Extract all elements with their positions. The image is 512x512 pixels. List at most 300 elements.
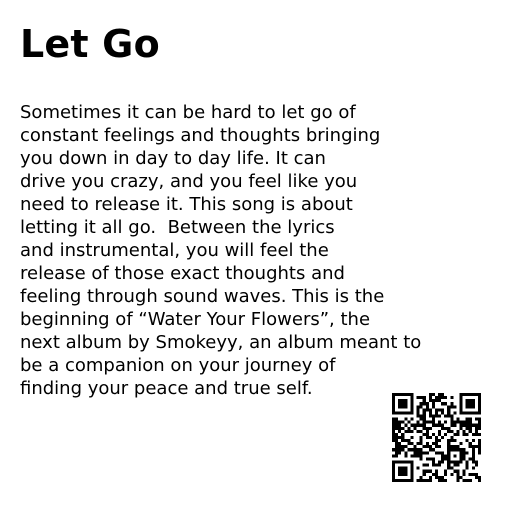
qr-module xyxy=(410,393,413,396)
qr-module xyxy=(475,418,478,421)
qr-module xyxy=(401,405,404,408)
qr-module xyxy=(466,451,469,454)
qr-module xyxy=(429,393,432,396)
qr-module xyxy=(423,427,426,430)
body-line: beginning of “Water Your Flowers”, the xyxy=(20,309,371,330)
qr-module xyxy=(435,473,438,476)
qr-module xyxy=(417,411,420,414)
qr-module xyxy=(398,467,401,470)
qr-module xyxy=(478,393,481,396)
qr-module xyxy=(450,402,453,405)
qr-module xyxy=(423,399,426,402)
qr-module xyxy=(395,427,398,430)
qr-module xyxy=(398,442,401,445)
qr-module xyxy=(429,399,432,402)
qr-module xyxy=(426,408,429,411)
qr-module xyxy=(432,399,435,402)
qr-module xyxy=(478,439,481,442)
qr-module xyxy=(460,411,463,414)
qr-module xyxy=(392,470,395,473)
qr-module xyxy=(472,467,475,470)
qr-module xyxy=(413,451,416,454)
qr-module xyxy=(460,408,463,411)
qr-module xyxy=(398,473,401,476)
qr-module xyxy=(441,427,444,430)
qr-module xyxy=(469,424,472,427)
qr-module xyxy=(441,396,444,399)
qr-module xyxy=(395,461,398,464)
qr-module xyxy=(432,457,435,460)
qr-module xyxy=(410,399,413,402)
qr-module xyxy=(478,421,481,424)
qr-module xyxy=(472,448,475,451)
qr-module xyxy=(478,405,481,408)
qr-module xyxy=(453,448,456,451)
qr-module xyxy=(392,408,395,411)
qr-module xyxy=(466,405,469,408)
body-line: next album by Smokeyy, an album meant to xyxy=(20,332,422,353)
body-line: finding your peace and true self. xyxy=(20,378,313,399)
qr-module xyxy=(401,467,404,470)
qr-module xyxy=(392,402,395,405)
qr-module xyxy=(469,442,472,445)
qr-module xyxy=(444,396,447,399)
qr-module xyxy=(392,405,395,408)
qr-module xyxy=(450,439,453,442)
qr-module xyxy=(447,445,450,448)
qr-module xyxy=(478,427,481,430)
qr-module xyxy=(398,411,401,414)
qr-module xyxy=(478,448,481,451)
qr-module xyxy=(395,439,398,442)
qr-module xyxy=(392,439,395,442)
qr-module xyxy=(478,402,481,405)
qr-module xyxy=(435,411,438,414)
qr-module xyxy=(429,414,432,417)
qr-module xyxy=(450,436,453,439)
qr-module xyxy=(463,430,466,433)
qr-module xyxy=(453,405,456,408)
qr-module xyxy=(435,414,438,417)
qr-module xyxy=(398,436,401,439)
qr-module xyxy=(441,476,444,479)
qr-module xyxy=(438,451,441,454)
qr-module xyxy=(407,479,410,482)
qr-module xyxy=(410,408,413,411)
qr-module xyxy=(444,479,447,482)
qr-module xyxy=(420,414,423,417)
qr-module xyxy=(404,467,407,470)
qr-module xyxy=(460,457,463,460)
qr-module xyxy=(417,467,420,470)
qr-module xyxy=(435,470,438,473)
qr-module xyxy=(395,448,398,451)
qr-module xyxy=(413,448,416,451)
qr-module xyxy=(432,464,435,467)
qr-module xyxy=(392,399,395,402)
qr-module xyxy=(410,476,413,479)
qr-module xyxy=(447,439,450,442)
qr-module xyxy=(423,473,426,476)
qr-module xyxy=(475,427,478,430)
qr-module xyxy=(392,433,395,436)
qr-module xyxy=(401,402,404,405)
qr-module xyxy=(420,418,423,421)
qr-module xyxy=(478,445,481,448)
qr-module xyxy=(401,473,404,476)
qr-module xyxy=(472,405,475,408)
qr-module xyxy=(447,405,450,408)
qr-module xyxy=(417,414,420,417)
qr-module xyxy=(395,454,398,457)
qr-module xyxy=(404,418,407,421)
qr-module xyxy=(429,448,432,451)
qr-module xyxy=(395,442,398,445)
qr-module xyxy=(475,424,478,427)
qr-module xyxy=(404,454,407,457)
qr-module xyxy=(429,421,432,424)
qr-module xyxy=(435,424,438,427)
qr-module xyxy=(438,479,441,482)
qr-module xyxy=(453,470,456,473)
qr-module xyxy=(407,393,410,396)
qr-module xyxy=(410,448,413,451)
qr-module xyxy=(395,418,398,421)
qr-module xyxy=(444,454,447,457)
qr-module xyxy=(453,464,456,467)
qr-module xyxy=(429,427,432,430)
qr-module xyxy=(444,457,447,460)
qr-module xyxy=(441,393,444,396)
qr-module xyxy=(423,424,426,427)
qr-module xyxy=(460,448,463,451)
qr-module xyxy=(398,393,401,396)
qr-module xyxy=(469,418,472,421)
qr-module xyxy=(392,427,395,430)
qr-module xyxy=(441,454,444,457)
qr-module xyxy=(466,464,469,467)
qr-module xyxy=(429,476,432,479)
qr-module xyxy=(407,421,410,424)
qr-module xyxy=(398,424,401,427)
qr-module xyxy=(472,433,475,436)
qr-module xyxy=(463,421,466,424)
qr-module xyxy=(404,411,407,414)
qr-module xyxy=(407,411,410,414)
qr-module xyxy=(410,454,413,457)
qr-module xyxy=(398,470,401,473)
qr-module xyxy=(460,399,463,402)
qr-module xyxy=(413,454,416,457)
qr-module xyxy=(398,402,401,405)
qr-module xyxy=(410,470,413,473)
qr-module xyxy=(460,427,463,430)
qr-module xyxy=(438,396,441,399)
qr-module xyxy=(450,418,453,421)
qr-module xyxy=(447,448,450,451)
qr-module xyxy=(469,479,472,482)
qr-module xyxy=(466,399,469,402)
qr-module xyxy=(450,414,453,417)
body-line: and instrumental, you will feel the xyxy=(20,240,329,261)
qr-module xyxy=(395,445,398,448)
qr-module xyxy=(460,454,463,457)
qr-module xyxy=(456,448,459,451)
qr-module xyxy=(420,479,423,482)
body-line: need to release it. This song is about xyxy=(20,194,353,215)
qr-module xyxy=(478,418,481,421)
qr-module xyxy=(466,411,469,414)
qr-module xyxy=(426,451,429,454)
qr-module xyxy=(450,448,453,451)
qr-module xyxy=(456,473,459,476)
qr-module xyxy=(410,396,413,399)
qr-module xyxy=(456,461,459,464)
qr-module xyxy=(413,445,416,448)
qr-module xyxy=(456,418,459,421)
qr-module xyxy=(392,430,395,433)
qr-module xyxy=(395,479,398,482)
qr-module xyxy=(463,433,466,436)
qr-module xyxy=(420,476,423,479)
qr-module xyxy=(447,454,450,457)
qr-module xyxy=(466,393,469,396)
qr-module xyxy=(407,427,410,430)
qr-module xyxy=(417,430,420,433)
qr-module xyxy=(447,461,450,464)
qr-module xyxy=(401,421,404,424)
qr-module xyxy=(417,421,420,424)
qr-module xyxy=(438,445,441,448)
qr-module xyxy=(453,411,456,414)
qr-module xyxy=(472,473,475,476)
qr-module xyxy=(420,448,423,451)
qr-module xyxy=(392,411,395,414)
qr-code-icon[interactable] xyxy=(392,393,481,482)
qr-module xyxy=(447,442,450,445)
qr-module xyxy=(429,436,432,439)
qr-module xyxy=(453,433,456,436)
qr-module xyxy=(441,457,444,460)
qr-module xyxy=(466,424,469,427)
qr-module xyxy=(463,424,466,427)
qr-module xyxy=(441,411,444,414)
qr-module xyxy=(432,473,435,476)
qr-module xyxy=(392,424,395,427)
qr-module xyxy=(472,457,475,460)
qr-module xyxy=(392,421,395,424)
qr-module xyxy=(475,433,478,436)
qr-module xyxy=(392,448,395,451)
qr-module xyxy=(472,424,475,427)
qr-module xyxy=(401,436,404,439)
qr-module xyxy=(444,433,447,436)
qr-module xyxy=(423,411,426,414)
qr-module xyxy=(420,424,423,427)
qr-module xyxy=(423,464,426,467)
qr-module xyxy=(447,464,450,467)
qr-module xyxy=(423,470,426,473)
qr-module xyxy=(466,461,469,464)
qr-module xyxy=(435,451,438,454)
qr-module xyxy=(401,433,404,436)
qr-module xyxy=(432,448,435,451)
qr-module xyxy=(395,393,398,396)
qr-module xyxy=(407,448,410,451)
qr-module xyxy=(423,479,426,482)
body-line: letting it all go. Between the lyrics xyxy=(20,217,335,238)
qr-module xyxy=(429,445,432,448)
qr-module xyxy=(475,461,478,464)
qr-module xyxy=(401,439,404,442)
qr-module xyxy=(410,430,413,433)
qr-module xyxy=(453,445,456,448)
body-line: drive you crazy, and you feel like you xyxy=(20,171,358,192)
qr-module xyxy=(478,424,481,427)
qr-module xyxy=(466,467,469,470)
qr-module xyxy=(438,464,441,467)
qr-module xyxy=(469,427,472,430)
qr-module xyxy=(463,470,466,473)
qr-module xyxy=(407,439,410,442)
qr-module xyxy=(417,405,420,408)
qr-module xyxy=(392,473,395,476)
qr-module xyxy=(426,436,429,439)
qr-module xyxy=(429,408,432,411)
qr-module xyxy=(423,408,426,411)
qr-module xyxy=(444,473,447,476)
qr-module xyxy=(398,430,401,433)
qr-module xyxy=(447,451,450,454)
qr-module xyxy=(469,402,472,405)
qr-module xyxy=(435,439,438,442)
qr-module xyxy=(450,396,453,399)
qr-module xyxy=(441,402,444,405)
qr-module xyxy=(478,408,481,411)
qr-module xyxy=(450,445,453,448)
qr-module xyxy=(441,461,444,464)
qr-module xyxy=(417,454,420,457)
qr-module xyxy=(472,402,475,405)
qr-module xyxy=(395,433,398,436)
qr-module xyxy=(435,442,438,445)
qr-module xyxy=(410,424,413,427)
qr-module xyxy=(401,461,404,464)
qr-module xyxy=(410,405,413,408)
qr-module xyxy=(426,457,429,460)
qr-module xyxy=(447,467,450,470)
qr-module xyxy=(429,470,432,473)
qr-module xyxy=(438,408,441,411)
qr-module xyxy=(466,433,469,436)
qr-module xyxy=(469,421,472,424)
qr-module xyxy=(447,411,450,414)
qr-module xyxy=(404,479,407,482)
qr-module xyxy=(444,414,447,417)
qr-module xyxy=(410,402,413,405)
qr-module xyxy=(478,476,481,479)
qr-module xyxy=(401,393,404,396)
qr-module xyxy=(417,442,420,445)
qr-module xyxy=(420,396,423,399)
qr-module xyxy=(407,430,410,433)
qr-module xyxy=(426,405,429,408)
qr-module xyxy=(453,421,456,424)
qr-module xyxy=(432,402,435,405)
qr-module xyxy=(404,473,407,476)
qr-module xyxy=(420,439,423,442)
qr-module xyxy=(475,393,478,396)
qr-module xyxy=(438,433,441,436)
qr-module xyxy=(423,418,426,421)
body-line: constant feelings and thoughts bringing xyxy=(20,125,381,146)
qr-module xyxy=(466,427,469,430)
qr-module xyxy=(410,411,413,414)
qr-module xyxy=(404,445,407,448)
qr-module xyxy=(404,402,407,405)
qr-module xyxy=(407,442,410,445)
qr-module xyxy=(463,479,466,482)
qr-module xyxy=(410,473,413,476)
qr-module xyxy=(432,433,435,436)
qr-module xyxy=(466,439,469,442)
qr-module xyxy=(392,418,395,421)
qr-module xyxy=(460,424,463,427)
qr-module xyxy=(450,467,453,470)
qr-module xyxy=(466,402,469,405)
qr-module xyxy=(404,461,407,464)
qr-module xyxy=(426,430,429,433)
qr-module xyxy=(450,461,453,464)
qr-module xyxy=(401,448,404,451)
qr-module xyxy=(401,479,404,482)
qr-module xyxy=(438,439,441,442)
qr-module xyxy=(456,476,459,479)
qr-module xyxy=(478,396,481,399)
qr-module xyxy=(398,461,401,464)
qr-module xyxy=(469,405,472,408)
qr-module xyxy=(475,473,478,476)
qr-module xyxy=(417,451,420,454)
qr-module xyxy=(407,461,410,464)
qr-module xyxy=(410,467,413,470)
qr-module xyxy=(420,402,423,405)
qr-module xyxy=(469,393,472,396)
qr-module xyxy=(423,421,426,424)
body-line: Sometimes it can be hard to let go of xyxy=(20,102,356,123)
qr-module xyxy=(417,448,420,451)
qr-module xyxy=(432,424,435,427)
qr-module xyxy=(441,479,444,482)
qr-module xyxy=(469,457,472,460)
qr-module xyxy=(398,445,401,448)
qr-module xyxy=(444,402,447,405)
qr-module xyxy=(475,430,478,433)
qr-module xyxy=(410,479,413,482)
qr-module xyxy=(456,479,459,482)
qr-module xyxy=(398,405,401,408)
qr-module xyxy=(432,418,435,421)
qr-module xyxy=(450,430,453,433)
qr-module xyxy=(472,399,475,402)
qr-module xyxy=(460,405,463,408)
qr-module xyxy=(441,436,444,439)
qr-module xyxy=(447,430,450,433)
qr-module xyxy=(401,411,404,414)
qr-module xyxy=(463,451,466,454)
qr-module xyxy=(438,393,441,396)
qr-module xyxy=(404,451,407,454)
